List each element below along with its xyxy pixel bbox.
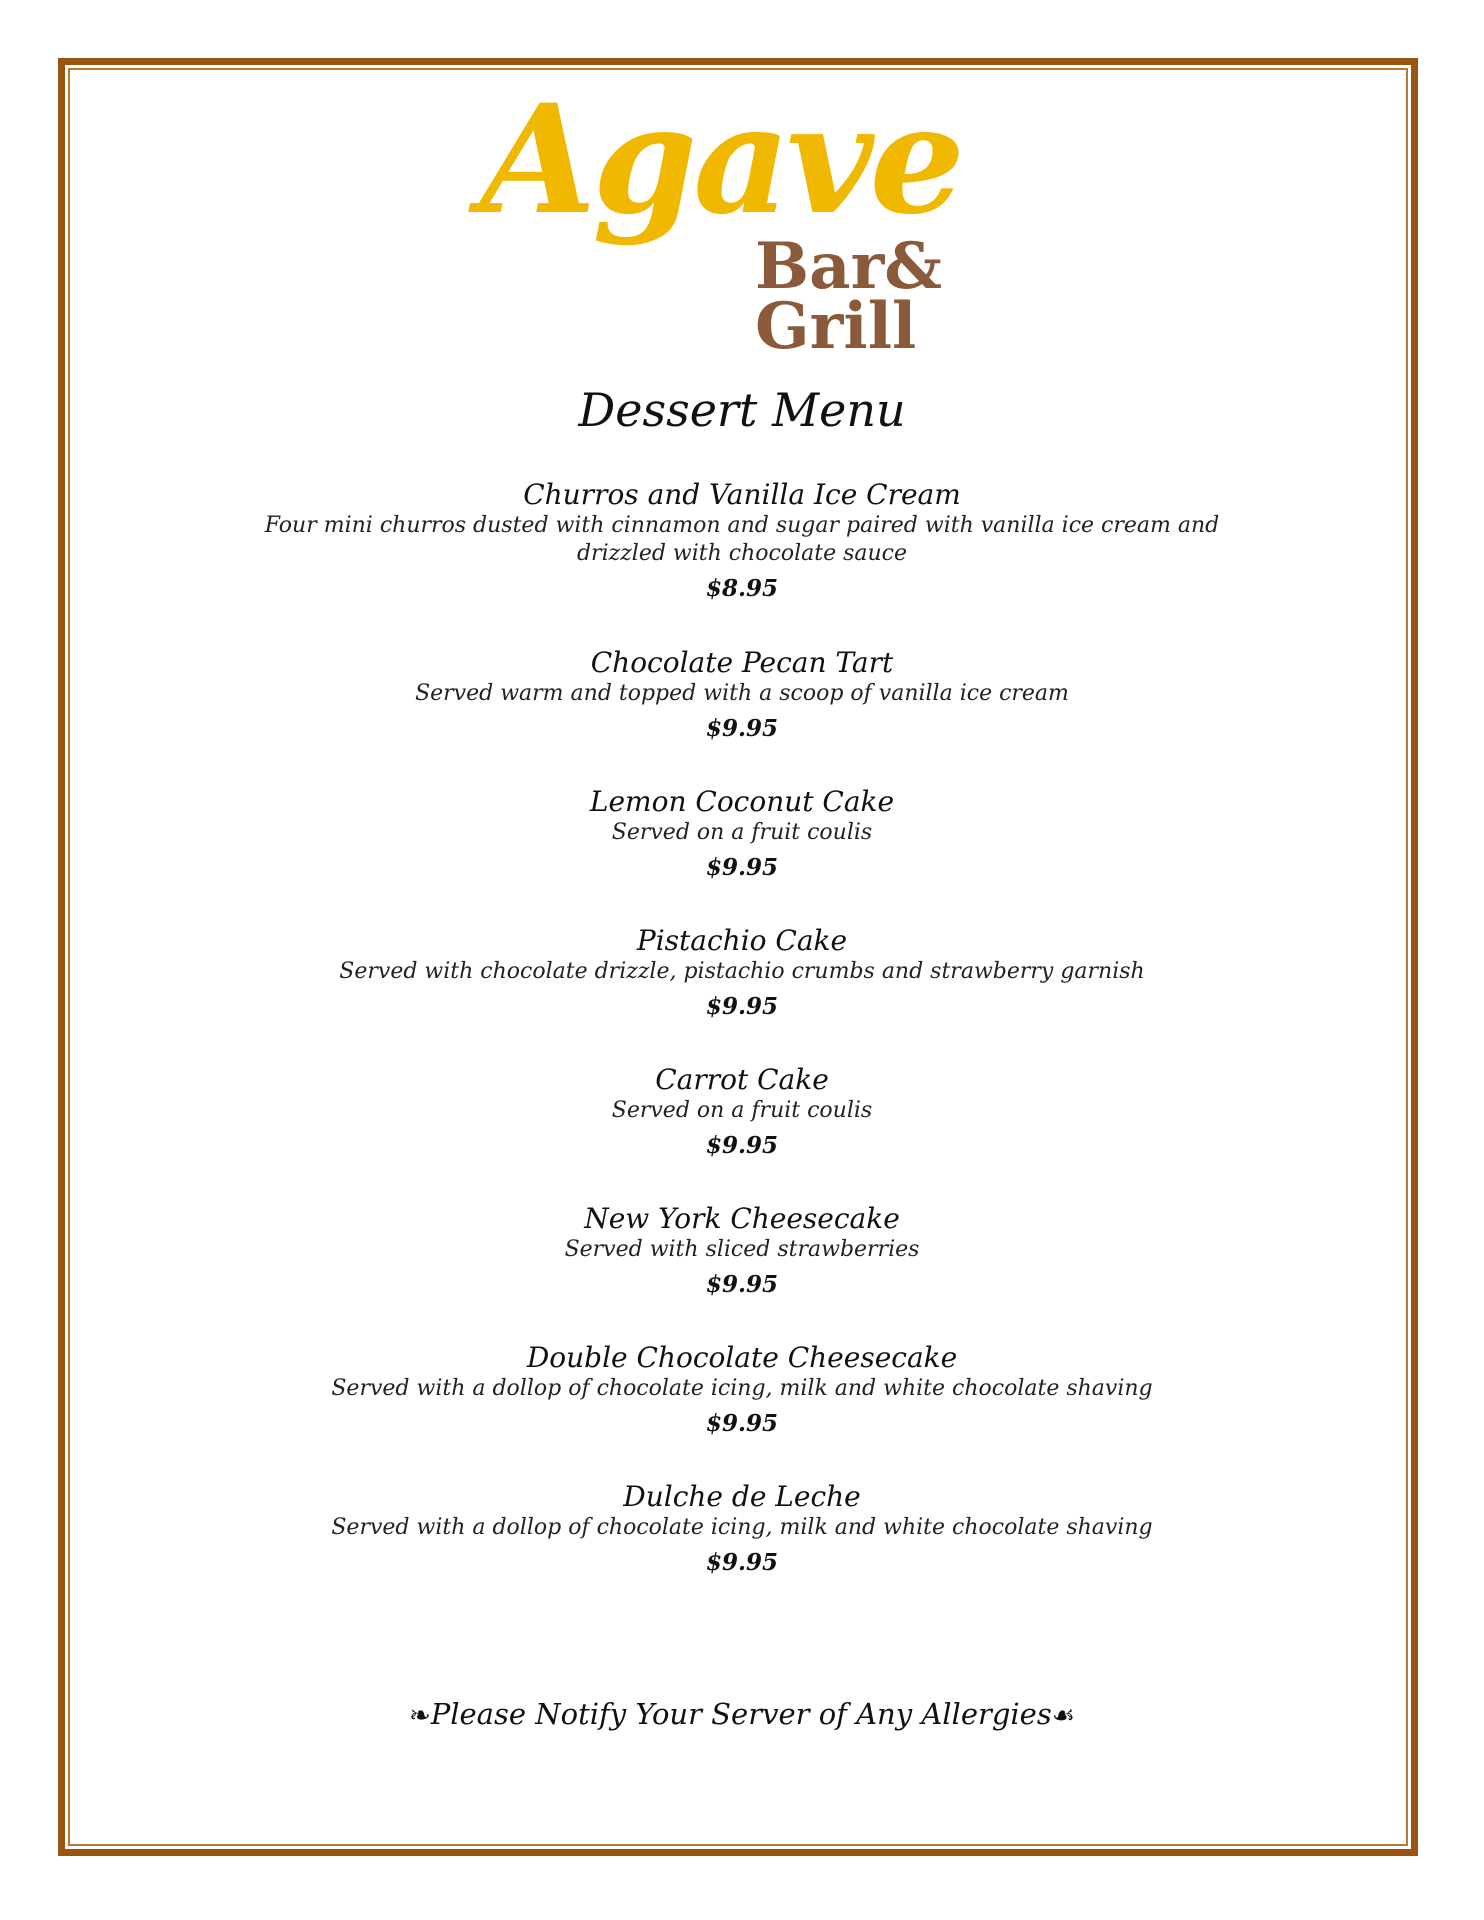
item-price: $9.95 [705, 1410, 779, 1437]
logo-grill-text: Grill [755, 289, 917, 364]
item-name: New York Cheesecake [584, 1202, 900, 1235]
menu-item [100, 1063, 1384, 1202]
menu-item [100, 646, 1384, 785]
menu-item [100, 1202, 1384, 1341]
item-price: $9.95 [705, 715, 779, 742]
item-name: Double Chocolate Cheesecake [526, 1341, 958, 1374]
menu-item [100, 1480, 1384, 1619]
item-description: Served on a fruit coulis [611, 820, 873, 845]
item-description: Served with sliced strawberries [564, 1237, 920, 1262]
menu-items-list [100, 478, 1384, 1619]
item-name: Churros and Vanilla Ice Cream [523, 478, 961, 511]
item-price: $9.95 [705, 1132, 779, 1159]
page-title: Dessert Menu [578, 383, 906, 437]
item-description: Four mini churros dusted with cinnamon and sugar paired with vanilla ice cream and drizzled with chocolate sauce [264, 513, 1220, 566]
item-price: $9.95 [705, 854, 779, 881]
item-price: $9.95 [705, 993, 779, 1020]
item-name: Dulche de Leche [623, 1480, 861, 1513]
item-description: Served on a fruit coulis [611, 1098, 873, 1123]
logo-agave-text: Agave [480, 72, 962, 248]
menu-item [100, 478, 1384, 646]
menu-item [100, 924, 1384, 1063]
menu-item [100, 1341, 1384, 1480]
item-description: Served warm and topped with a scoop of vanilla ice cream [415, 681, 1069, 706]
menu-item [100, 785, 1384, 924]
item-name: Chocolate Pecan Tart [590, 646, 894, 679]
item-price: $9.95 [705, 1271, 779, 1298]
item-name: Carrot Cake [655, 1063, 829, 1096]
allergy-notice-text: Please Notify Your Server of Any Allergies [430, 1697, 1052, 1731]
item-description: Served with a dollop of chocolate icing, milk and white chocolate shaving [331, 1515, 1153, 1540]
logo-bar-text: Bar& [755, 229, 943, 304]
item-price: $8.95 [705, 575, 779, 602]
item-description: Served with a dollop of chocolate icing, milk and white chocolate shaving [331, 1376, 1153, 1401]
item-name: Lemon Coconut Cake [589, 785, 895, 818]
ornament-right-icon: ☙ [1051, 1701, 1076, 1731]
item-name: Pistachio Cake [636, 924, 848, 957]
item-description: Served with chocolate drizzle, pistachio crumbs and strawberry garnish [339, 959, 1145, 984]
restaurant-logo [480, 72, 970, 370]
item-price: $9.95 [705, 1549, 779, 1576]
ornament-left-icon: ❧ [408, 1701, 431, 1731]
allergy-notice [0, 1697, 1484, 1731]
